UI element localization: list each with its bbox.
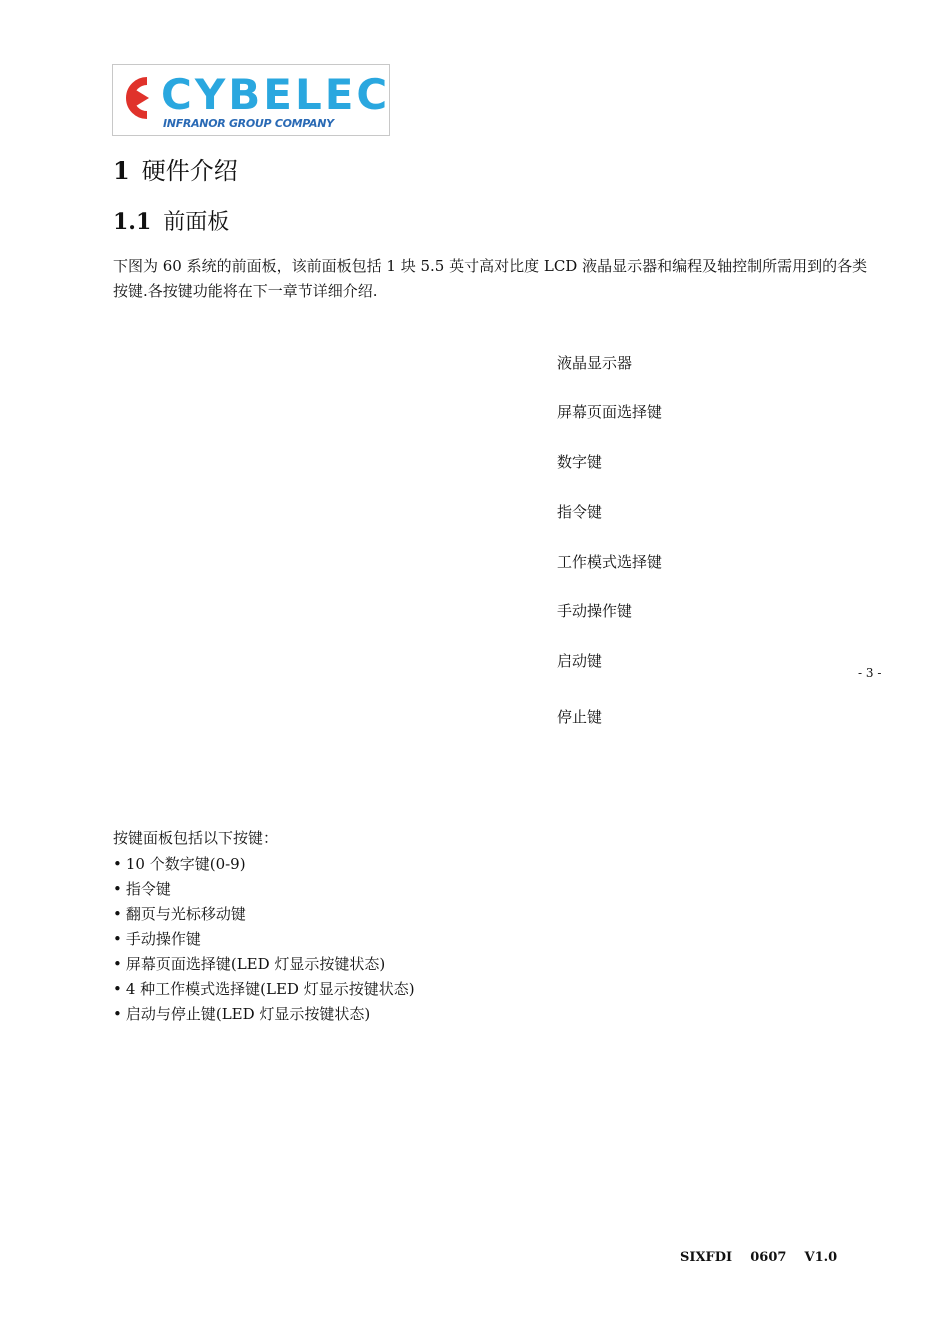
list-item-text: 4 种工作模式选择键(LED 灯显示按键状态) [125, 980, 415, 998]
label-stop-key: 停止键 [557, 708, 603, 726]
section-title: 硬件介绍 [141, 157, 238, 185]
company-logo [112, 64, 390, 136]
bullet-marker: • [113, 955, 122, 973]
keys-intro: 按键面板包括以下按键： [113, 829, 279, 847]
list-item [113, 902, 415, 927]
logo-tagline: INFRANOR GROUP COMPANY [163, 117, 334, 130]
list-item-text: 翻页与光标移动键 [125, 905, 246, 923]
bullet-marker: • [113, 930, 122, 948]
list-item [113, 877, 415, 902]
list-item-text: 指令键 [125, 880, 171, 898]
subsection-heading [113, 206, 229, 239]
label-numeric-keys: 数字键 [557, 453, 603, 471]
label-command-keys: 指令键 [557, 503, 603, 521]
label-manual-keys: 手动操作键 [557, 602, 633, 620]
list-item-text: 屏幕页面选择键(LED 灯显示按键状态) [125, 955, 386, 973]
bullet-marker: • [113, 880, 122, 898]
label-screen-page-keys: 屏幕页面选择键 [557, 403, 663, 421]
list-item [113, 977, 415, 1002]
bullet-marker: • [113, 905, 122, 923]
section-number: 1 [113, 156, 130, 185]
intro-paragraph: 下图为 60 系统的前面板，该前面板包括 1 块 5.5 英寸高对比度 LCD 液晶显示器和编程及轴控制所需用到的各类按键.各按键功能将在下一章节详细介绍. [113, 257, 868, 300]
list-item-text: 10 个数字键(0-9) [125, 855, 246, 873]
list-item [113, 1002, 415, 1027]
bullet-marker: • [113, 855, 122, 873]
list-item-text: 手动操作键 [125, 930, 201, 948]
list-item [113, 852, 415, 877]
bullet-marker: • [113, 1005, 122, 1023]
label-mode-select-keys: 工作模式选择键 [557, 553, 663, 571]
page-number: - 3 - [858, 666, 882, 680]
key-list [113, 852, 415, 1027]
label-lcd-display: 液晶显示器 [557, 354, 633, 372]
list-item-text: 启动与停止键(LED 灯显示按键状态) [125, 1005, 371, 1023]
label-start-key: 启动键 [557, 652, 603, 670]
subsection-title: 前面板 [163, 210, 230, 235]
list-item [113, 952, 415, 977]
subsection-number: 1.1 [113, 209, 152, 235]
section-heading [113, 154, 238, 188]
list-item [113, 927, 415, 952]
document-footer: SIXFDI 0607 V1.0 [680, 1250, 838, 1265]
logo-wordmark: CYBELEC [161, 70, 391, 119]
cybelec-logo-mark-icon [117, 73, 159, 123]
bullet-marker: • [113, 980, 122, 998]
